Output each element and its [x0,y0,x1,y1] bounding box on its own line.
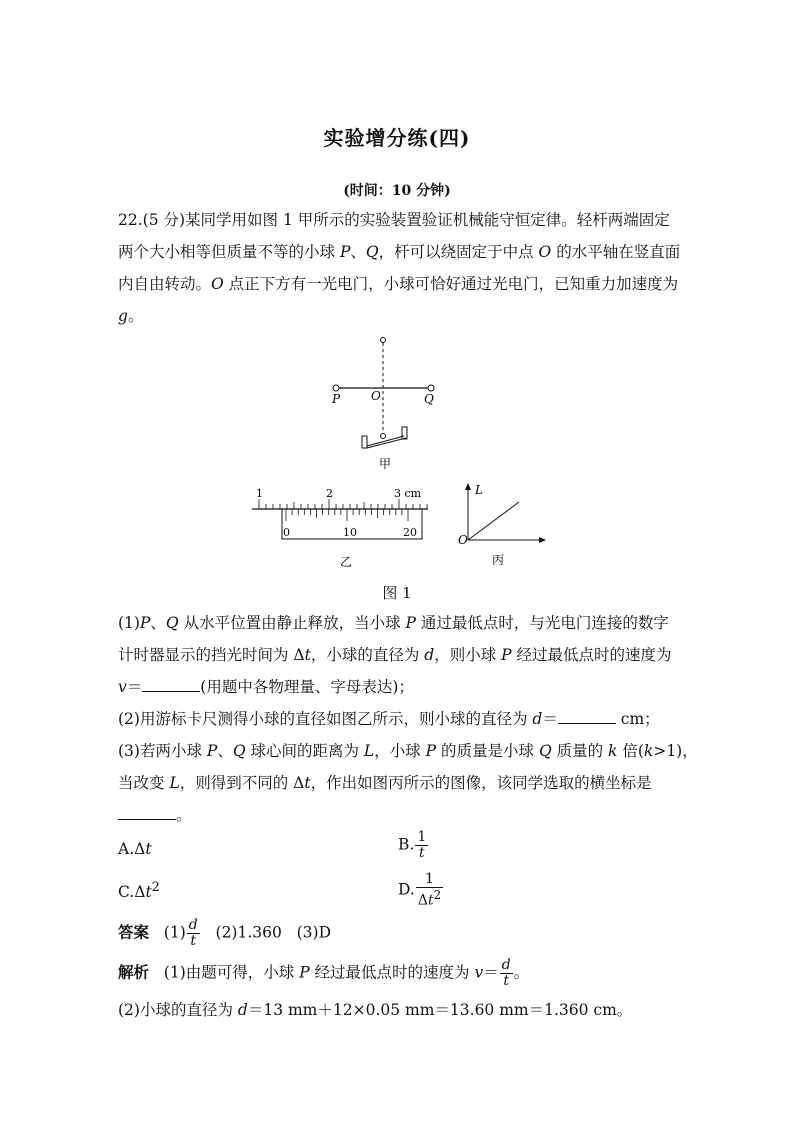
main-scale-label-2: 2 [326,487,333,500]
option-a: A.Δt [118,840,152,858]
caption-bing: 丙 [492,553,505,567]
vernier-label-10: 10 [343,526,357,539]
figure-jia [320,335,450,470]
origin-label: O [458,533,468,547]
caption-yi: 乙 [340,555,353,569]
part2: (2)用游标卡尺测得小球的直径如图乙所示，则小球的直径为 d＝ cm； [118,710,660,728]
part3-line3: 。 [118,803,192,825]
analysis-1: 解析 (1)由题可得，小球 P 经过最低点时的速度为 v＝ $\frac{d}{t}$ 。 [118,957,530,989]
time-limit: (时间：10 分钟) [343,183,451,199]
vernier-scale-ticks [286,509,408,521]
option-b: B. $\frac{1}{t}$ [398,829,427,861]
figure-yi-vernier-caliper [250,483,430,573]
part1-line2: 计时器显示的挡光时间为 Δt，小球的直径为 d，则小球 P 经过最低点时的速度为 [118,646,672,664]
part1-line1: (1)P、Q 从水平位置由静止释放，当小球 P 通过最低点时，与光电门连接的数字 [118,614,669,632]
option-d: D. $\frac{1}{\Delta t^2}$ [398,871,441,909]
part1-line3: v＝ (用题中各物理量、字母表达)； [118,678,414,696]
label-p: P [332,392,341,406]
vernier-label-20: 20 [403,526,417,539]
y-axis-label: L [475,483,483,497]
caption-jia: 甲 [379,457,392,470]
figure-bing-graph [455,480,550,572]
main-scale-label-1: 1 [256,487,263,500]
question-stem: 22.(5 分)某同学用如图 1 甲所示的实验装置验证机械能守恒定律。轻杆两端固定两个大小相等但质量不等的小球 P、Q，杆可以绕固定于中点 O 的水平轴在竖直面内自由转动。O 点正下方有一光电门，小球可恰好通过光电门，已知重力加速度为 g。 [118,211,681,325]
option-c: $C.\Delta t^2$ [118,880,160,902]
ball-p [333,385,339,391]
page-title: 实验增分练(四) [323,126,471,150]
ball-q [428,385,434,391]
part3-line2: 当改变 L，则得到不同的 Δt，作出如图丙所示的图像，该同学选取的横坐标是 [118,774,652,792]
figure-caption: 图 1 [382,584,412,602]
photogate [362,427,407,448]
answer: 答案 (1) $\frac{d}{t}$ (2)1.360 (3)D [118,917,332,949]
label-q: Q [424,392,434,406]
part3-line1: (3)若两小球 P、Q 球心间的距离为 L，小球 P 的质量是小球 Q 质量的 k 倍(k>1)， [118,742,698,760]
analysis-2: (2)小球的直径为 d＝13 mm＋12×0.05 mm＝13.60 mm＝1.360 cm。 [118,1001,633,1019]
main-scale-ticks [259,499,430,509]
main-scale-label-3: 3 cm [394,487,422,500]
label-o: O [371,389,381,403]
vernier-label-0: 0 [283,526,290,539]
